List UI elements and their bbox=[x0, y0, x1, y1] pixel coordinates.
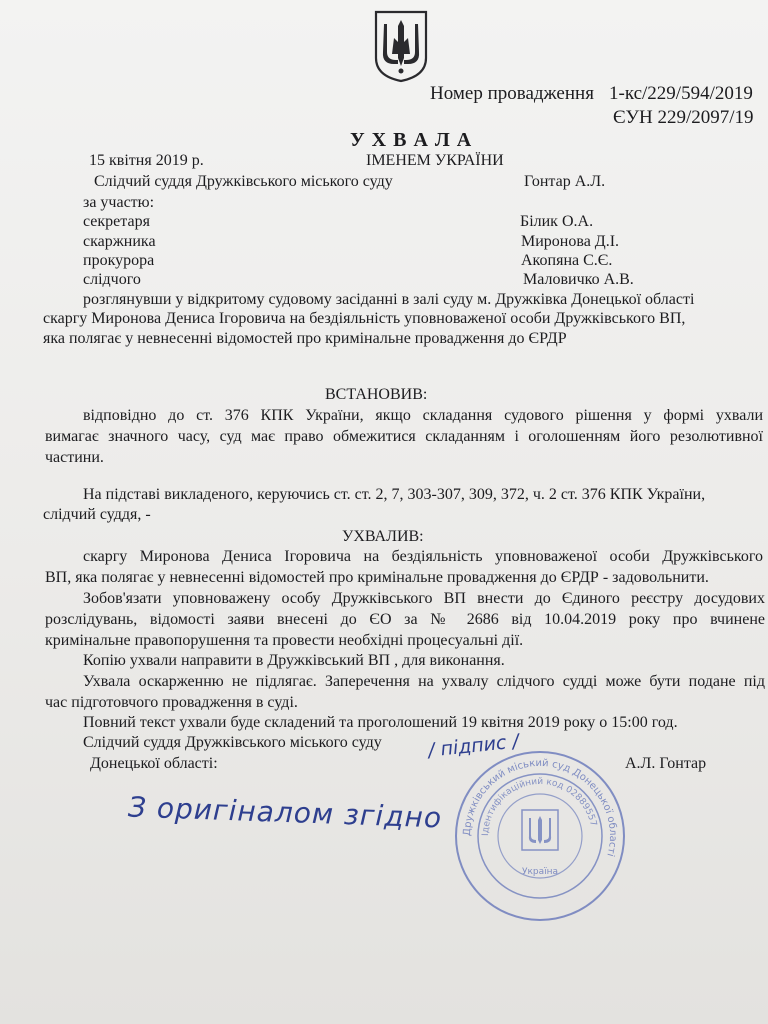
document-title: У Х В А Л А bbox=[350, 129, 473, 151]
intro-line: розглянувши у відкритому судовому засіданні в залі суду м. Дружківка Донецької області bbox=[83, 291, 695, 308]
established-line: вимагає значного часу, суд має право обмежитися складанням і оголошенням його резолютивної bbox=[45, 428, 763, 445]
participant-role: прокурора bbox=[83, 252, 155, 269]
ruled-line: розслідувань, відомості заяви внесені до ЄО за № 2686 від 10.04.2019 року про вчинене bbox=[45, 611, 765, 628]
signature-region: Донецької області: bbox=[90, 755, 218, 772]
participant-name: Маловичко А.В. bbox=[523, 271, 634, 288]
stamp-inner-text: Ідентифікаційний код 02889557 bbox=[480, 776, 599, 837]
basis-line: На підставі викладеного, керуючись ст. ст. 2, 7, 303-307, 309, 372, ч. 2 ст. 376 КПК України, bbox=[83, 486, 706, 503]
ruled-line: час підготовчого провадження в суді. bbox=[45, 694, 298, 711]
ruled-line: кримінальне правопорушення та провести необхідні процесуальні дії. bbox=[45, 632, 524, 649]
participant-role: скаржника bbox=[83, 233, 156, 250]
signature-name: А.Л. Гонтар bbox=[625, 755, 707, 772]
decision-date: 15 квітня 2019 р. bbox=[89, 152, 204, 169]
stamp-outer-text: Дружківський міський суд Донецької області bbox=[461, 757, 619, 858]
judge-court-line: Слідчий суддя Дружківського міського суду bbox=[94, 173, 393, 190]
ruled-line: Зобов'язати уповноважену особу Дружківського ВП внести до Єдиного реєстру досудових bbox=[83, 590, 765, 607]
court-stamp bbox=[452, 748, 628, 924]
participant-name: Акопяна С.Є. bbox=[521, 252, 613, 269]
participant-name: Миронова Д.І. bbox=[521, 233, 620, 250]
established-line: частини. bbox=[45, 449, 104, 466]
ruled-line: ВП, яка полягає у невнесенні відомостей про кримінальне провадження до ЄРДР - задовольнити. bbox=[45, 569, 709, 586]
handwritten-signature: / підпис / bbox=[427, 730, 520, 762]
ruled-line: Копію ухвали направити в Дружківський ВП , для виконання. bbox=[83, 652, 505, 669]
ruled-heading: УХВАЛИВ: bbox=[342, 528, 424, 545]
handwritten-certification: З оригіналом згідно bbox=[127, 790, 443, 835]
ruled-line: Ухвала оскарженню не підлягає. Заперечення на ухвалу слідчого судді може бути подане під bbox=[83, 673, 765, 690]
participation-label: за участю: bbox=[83, 194, 155, 211]
judge-name: Гонтар А.Л. bbox=[524, 173, 606, 190]
coat-of-arms-icon bbox=[372, 8, 430, 84]
unique-case-number: ЄУН 229/2097/19 bbox=[613, 107, 754, 128]
participant-role: секретаря bbox=[83, 213, 150, 230]
intro-line: скаргу Миронова Дениса Ігоровича на бездіяльність уповноваженої особи Дружківського ВП, bbox=[43, 310, 686, 327]
intro-line: яка полягає у невнесенні відомостей про кримінальне провадження до ЄРДР bbox=[43, 330, 567, 347]
basis-line: слідчий суддя, - bbox=[43, 506, 151, 523]
signature-title: Слідчий суддя Дружківського міського суду bbox=[83, 734, 382, 751]
participant-role: слідчого bbox=[83, 271, 141, 288]
case-number: 1-кс/229/594/2019 bbox=[609, 83, 753, 104]
participant-name: Білик О.А. bbox=[520, 213, 594, 230]
case-number-label: Номер провадження bbox=[430, 83, 594, 104]
established-line: відповідно до ст. 376 КПК України, якщо складання судового рішення у формі ухвали bbox=[83, 407, 763, 424]
ruled-line: Повний текст ухвали буде складений та проголошений 19 квітня 2019 року о 15:00 год. bbox=[83, 714, 678, 731]
stamp-country-text: Україна bbox=[521, 867, 559, 877]
established-heading: ВСТАНОВИВ: bbox=[325, 386, 428, 403]
in-the-name-of-ukraine: ІМЕНЕМ УКРАЇНИ bbox=[366, 152, 504, 169]
ruled-line: скаргу Миронова Дениса Ігоровича на бездіяльність уповноваженої особи Дружківського bbox=[83, 548, 763, 565]
stamp-emblem-icon bbox=[522, 810, 558, 850]
